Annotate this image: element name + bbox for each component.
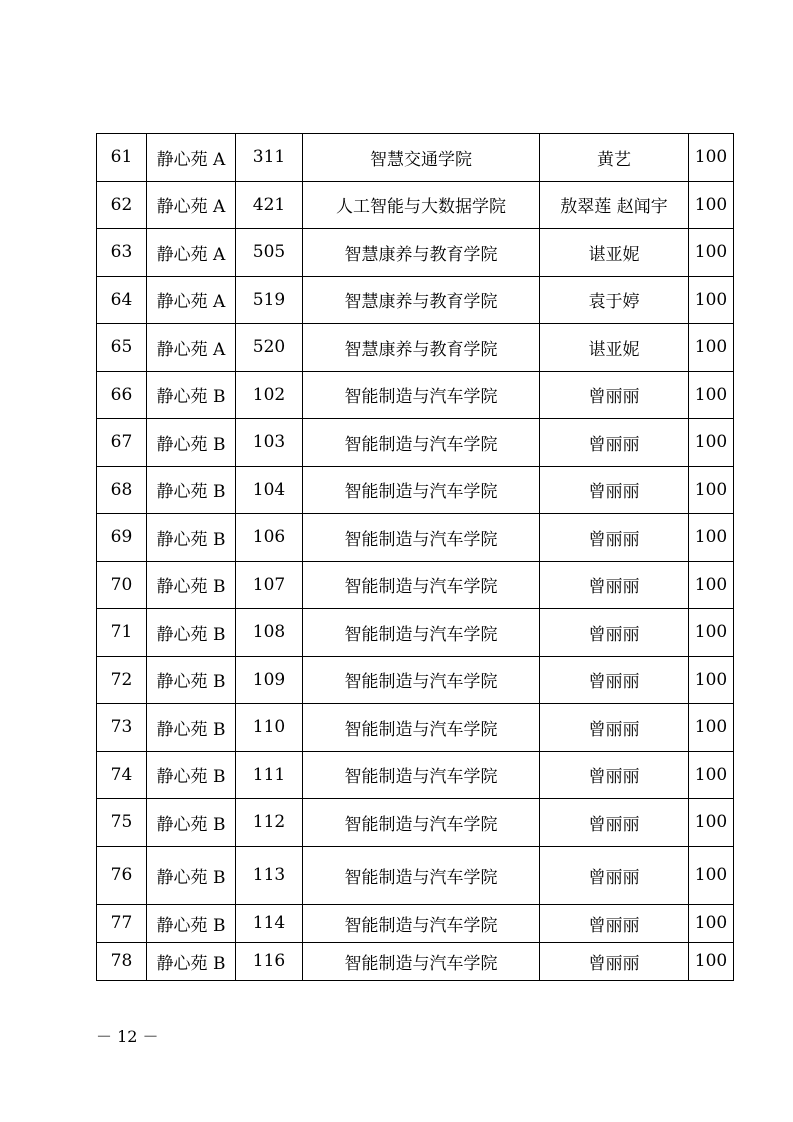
building-name: 静心苑 B	[147, 704, 236, 752]
score-value: 100	[689, 942, 734, 980]
score-value: 100	[689, 371, 734, 419]
college-name: 智能制造与汽车学院	[303, 942, 540, 980]
room-number: 112	[236, 799, 303, 847]
contact-name: 曾丽丽	[540, 704, 689, 752]
college-name: 智能制造与汽车学院	[303, 609, 540, 657]
room-number: 505	[236, 229, 303, 277]
building-name: 静心苑 B	[147, 799, 236, 847]
table-row	[97, 276, 734, 324]
score-value: 100	[689, 799, 734, 847]
room-number: 311	[236, 134, 303, 182]
table-row	[97, 514, 734, 562]
row-number: 73	[97, 704, 147, 752]
row-number: 61	[97, 134, 147, 182]
contact-name: 曾丽丽	[540, 609, 689, 657]
college-name: 智能制造与汽车学院	[303, 846, 540, 904]
contact-name: 袁于婷	[540, 276, 689, 324]
score-value: 100	[689, 466, 734, 514]
college-name: 智慧康养与教育学院	[303, 324, 540, 372]
table-row	[97, 846, 734, 904]
college-name: 智能制造与汽车学院	[303, 799, 540, 847]
table-row	[97, 371, 734, 419]
room-number: 520	[236, 324, 303, 372]
building-name: 静心苑 B	[147, 419, 236, 467]
row-number: 78	[97, 942, 147, 980]
building-name: 静心苑 B	[147, 371, 236, 419]
table-row	[97, 229, 734, 277]
contact-name: 黄艺	[540, 134, 689, 182]
building-name: 静心苑 A	[147, 276, 236, 324]
row-number: 72	[97, 656, 147, 704]
college-name: 智能制造与汽车学院	[303, 371, 540, 419]
table-row	[97, 324, 734, 372]
table-row	[97, 656, 734, 704]
room-number: 110	[236, 704, 303, 752]
score-value: 100	[689, 181, 734, 229]
college-name: 智能制造与汽车学院	[303, 704, 540, 752]
table-row	[97, 799, 734, 847]
college-name: 智能制造与汽车学院	[303, 419, 540, 467]
room-number: 116	[236, 942, 303, 980]
building-name: 静心苑 B	[147, 466, 236, 514]
room-number: 114	[236, 904, 303, 942]
contact-name: 敖翠莲 赵闻宇	[540, 181, 689, 229]
table-row	[97, 561, 734, 609]
score-value: 100	[689, 846, 734, 904]
table-row	[97, 904, 734, 942]
college-name: 智慧交通学院	[303, 134, 540, 182]
table-row	[97, 419, 734, 467]
room-number: 519	[236, 276, 303, 324]
row-number: 63	[97, 229, 147, 277]
table-row	[97, 704, 734, 752]
room-number: 103	[236, 419, 303, 467]
college-name: 智能制造与汽车学院	[303, 466, 540, 514]
score-value: 100	[689, 229, 734, 277]
college-name: 智能制造与汽车学院	[303, 751, 540, 799]
contact-name: 曾丽丽	[540, 799, 689, 847]
row-number: 75	[97, 799, 147, 847]
row-number: 69	[97, 514, 147, 562]
building-name: 静心苑 B	[147, 609, 236, 657]
table-row	[97, 609, 734, 657]
contact-name: 曾丽丽	[540, 371, 689, 419]
building-name: 静心苑 B	[147, 751, 236, 799]
college-name: 智能制造与汽车学院	[303, 656, 540, 704]
table-body	[97, 134, 734, 981]
row-number: 71	[97, 609, 147, 657]
dormitory-score-table	[96, 133, 734, 981]
contact-name: 曾丽丽	[540, 942, 689, 980]
college-name: 智能制造与汽车学院	[303, 561, 540, 609]
building-name: 静心苑 A	[147, 134, 236, 182]
row-number: 70	[97, 561, 147, 609]
contact-name: 曾丽丽	[540, 419, 689, 467]
table-row	[97, 466, 734, 514]
row-number: 74	[97, 751, 147, 799]
building-name: 静心苑 B	[147, 514, 236, 562]
room-number: 106	[236, 514, 303, 562]
building-name: 静心苑 B	[147, 656, 236, 704]
table-row	[97, 751, 734, 799]
row-number: 64	[97, 276, 147, 324]
room-number: 108	[236, 609, 303, 657]
contact-name: 曾丽丽	[540, 561, 689, 609]
college-name: 人工智能与大数据学院	[303, 181, 540, 229]
row-number: 68	[97, 466, 147, 514]
building-name: 静心苑 B	[147, 561, 236, 609]
room-number: 113	[236, 846, 303, 904]
row-number: 76	[97, 846, 147, 904]
contact-name: 曾丽丽	[540, 904, 689, 942]
score-value: 100	[689, 134, 734, 182]
contact-name: 曾丽丽	[540, 751, 689, 799]
building-name: 静心苑 B	[147, 846, 236, 904]
college-name: 智能制造与汽车学院	[303, 904, 540, 942]
score-value: 100	[689, 704, 734, 752]
contact-name: 曾丽丽	[540, 514, 689, 562]
score-value: 100	[689, 561, 734, 609]
building-name: 静心苑 B	[147, 904, 236, 942]
room-number: 421	[236, 181, 303, 229]
score-value: 100	[689, 751, 734, 799]
table-row	[97, 942, 734, 980]
college-name: 智慧康养与教育学院	[303, 229, 540, 277]
contact-name: 谌亚妮	[540, 324, 689, 372]
building-name: 静心苑 A	[147, 324, 236, 372]
page-number: － 12 －	[96, 1027, 159, 1046]
contact-name: 谌亚妮	[540, 229, 689, 277]
score-value: 100	[689, 276, 734, 324]
contact-name: 曾丽丽	[540, 656, 689, 704]
row-number: 65	[97, 324, 147, 372]
table-row	[97, 181, 734, 229]
contact-name: 曾丽丽	[540, 466, 689, 514]
score-value: 100	[689, 324, 734, 372]
score-value: 100	[689, 609, 734, 657]
table-row	[97, 134, 734, 182]
row-number: 66	[97, 371, 147, 419]
building-name: 静心苑 A	[147, 181, 236, 229]
row-number: 77	[97, 904, 147, 942]
row-number: 62	[97, 181, 147, 229]
room-number: 107	[236, 561, 303, 609]
score-value: 100	[689, 904, 734, 942]
college-name: 智慧康养与教育学院	[303, 276, 540, 324]
room-number: 102	[236, 371, 303, 419]
row-number: 67	[97, 419, 147, 467]
building-name: 静心苑 B	[147, 942, 236, 980]
room-number: 104	[236, 466, 303, 514]
score-value: 100	[689, 656, 734, 704]
contact-name: 曾丽丽	[540, 846, 689, 904]
score-value: 100	[689, 419, 734, 467]
room-number: 111	[236, 751, 303, 799]
building-name: 静心苑 A	[147, 229, 236, 277]
room-number: 109	[236, 656, 303, 704]
college-name: 智能制造与汽车学院	[303, 514, 540, 562]
score-value: 100	[689, 514, 734, 562]
